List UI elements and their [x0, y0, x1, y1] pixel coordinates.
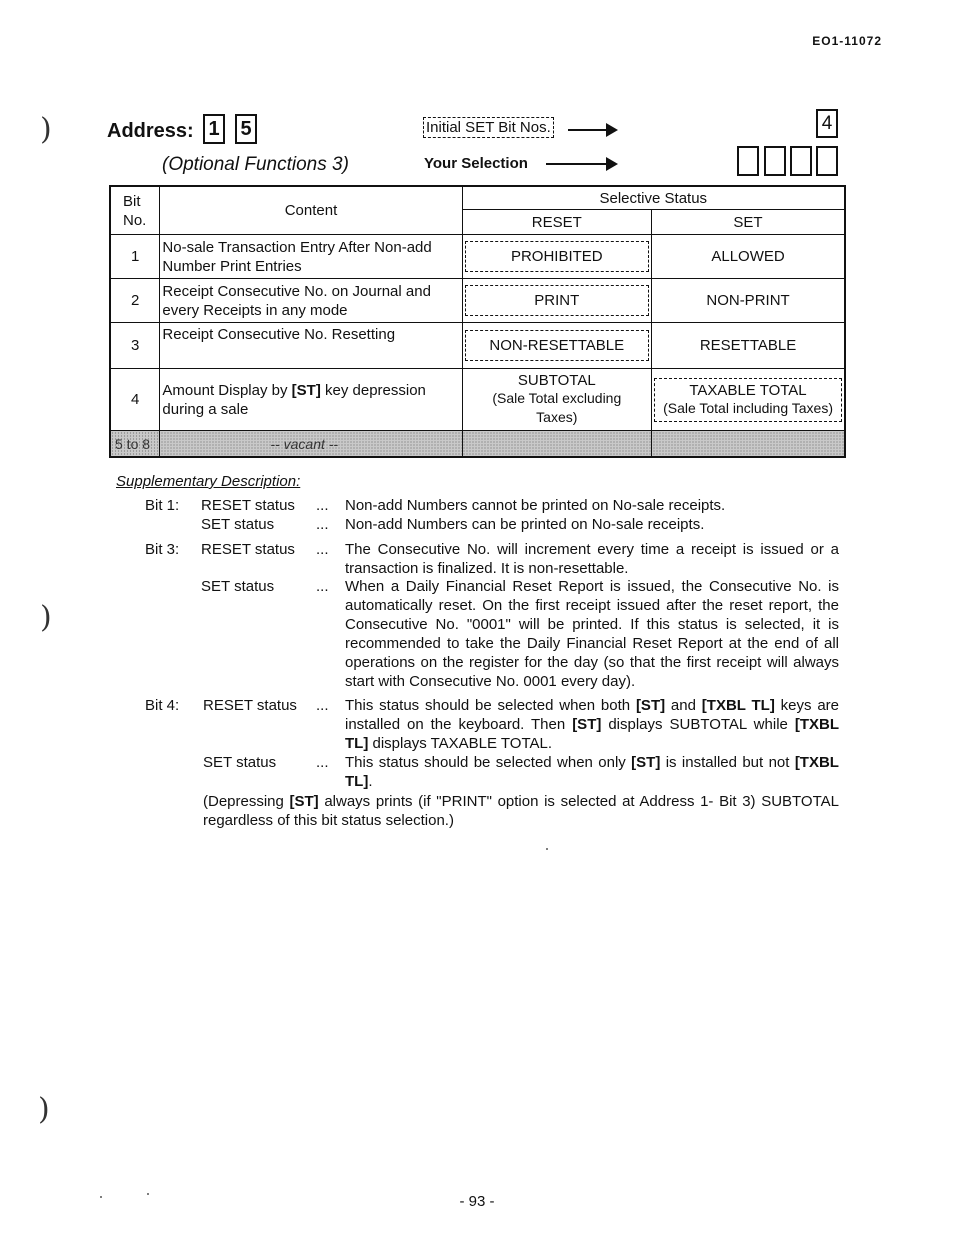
table-row — [110, 323, 845, 369]
address-digit-1: 1 — [203, 114, 225, 144]
selection-box[interactable] — [790, 146, 812, 176]
bit-content: No-sale Transaction Entry After Non-add Number Print Entries — [160, 235, 462, 279]
bit-content-text: Amount Display by — [162, 381, 292, 399]
description-text: When a Daily Financial Reset Report is issued, the Consecutive No. is automatically reset. On the first receipt issued after the reset report, the Consecutive No. "0001" will be printed. If this status is selected, it is recommended to take the Daily Financial Reset Report at the end of all operations on the register for the day (so that the first receipt will always start with Consecutive No. 0001 every day). — [345, 578, 839, 690]
bit-number: 1 — [110, 235, 160, 279]
set-status-cell — [652, 369, 845, 431]
header-set: SET — [652, 210, 845, 235]
set-status-value: RESETTABLE — [652, 323, 845, 369]
bit-settings-table — [109, 185, 846, 458]
address-label: Address: — [107, 120, 194, 142]
vacant-label: -- vacant -- — [160, 431, 462, 458]
reset-status-note: (Sale Total excluding Taxes) — [492, 390, 622, 425]
leader-dots: ... — [316, 541, 329, 558]
text-run: This status should be selected when both — [345, 697, 636, 714]
header-reset: RESET — [462, 210, 652, 235]
bit-number: 5 to 8 — [110, 431, 160, 458]
leader-dots: ... — [316, 697, 329, 714]
bit-number: 2 — [110, 279, 160, 323]
leader-dots: ... — [316, 497, 329, 514]
bit-label: Bit 4: — [145, 697, 180, 714]
description-text: The Consecutive No. will increment every time a receipt is issued or a transaction is finalized. It is non-resettable. — [345, 541, 839, 577]
header-selective-status: Selective Status — [462, 186, 845, 210]
key-name: [ST] — [291, 381, 321, 399]
bit-number: 3 — [110, 323, 160, 369]
set-status-value: ALLOWED — [652, 235, 845, 279]
arrow-right-icon — [546, 163, 612, 165]
table-row — [110, 279, 845, 323]
text-run: (Depressing — [203, 793, 290, 810]
selection-box[interactable] — [816, 146, 838, 176]
header-bit-no: Bit No. — [110, 186, 160, 235]
selection-box[interactable] — [764, 146, 786, 176]
your-selection-label: Your Selection — [424, 155, 528, 172]
initial-set-label: Initial SET Bit Nos. — [423, 117, 554, 138]
supplementary-title: Supplementary Description: — [116, 473, 301, 490]
text-run: displays TAXABLE TOTAL. — [368, 735, 553, 752]
status-label: SET status — [203, 754, 277, 771]
scan-speck — [546, 848, 548, 850]
bit-content — [160, 369, 462, 431]
bit-content: Receipt Consecutive No. Resetting — [160, 323, 462, 369]
header-content: Content — [160, 186, 462, 235]
reset-status-cell — [462, 369, 652, 431]
status-label: RESET status — [201, 497, 295, 514]
reset-status-value: PROHIBITED — [465, 241, 650, 272]
text-run: . — [368, 773, 373, 790]
text-run: displays SUBTOTAL while — [601, 716, 795, 733]
key-name: [TXBL TL] — [345, 716, 839, 752]
table-row — [110, 369, 845, 431]
bit-content: Receipt Consecutive No. on Journal and every Receipts in any mode — [160, 279, 462, 323]
binder-hole-mark: ) — [38, 1092, 50, 1127]
status-label: SET status — [201, 516, 275, 533]
bit-label: Bit 3: — [145, 541, 180, 558]
page-subtitle: (Optional Functions 3) — [162, 154, 349, 175]
description-text — [345, 696, 839, 753]
reset-status-cell — [462, 279, 652, 323]
status-label: RESET status — [203, 697, 297, 714]
reset-status-value: PRINT — [465, 285, 650, 316]
text-run: This status should be selected when only — [345, 754, 632, 771]
binder-hole-mark: ) — [40, 112, 52, 147]
bit-content-text: key depression during a sale — [162, 381, 426, 418]
text-run: keys are installed on the keyboard. Then — [345, 697, 839, 733]
table-row-vacant — [110, 431, 845, 458]
leader-dots: ... — [316, 578, 329, 595]
set-status-box — [654, 378, 842, 422]
document-id: EO1-11072 — [812, 34, 882, 48]
initial-set-bit-box: 4 — [816, 109, 838, 138]
key-name: [ST] — [572, 716, 602, 733]
text-run: always prints (if "PRINT" option is selected at Address 1- Bit 3) SUBTOTAL regardless of this bit status selection.) — [203, 793, 839, 829]
page-number: - 93 - — [459, 1193, 495, 1210]
bit-label: Bit 1: — [145, 497, 180, 514]
text-run: and — [665, 697, 702, 714]
key-name: [ST] — [635, 697, 666, 714]
key-name: [ST] — [631, 754, 661, 771]
set-status-value: TAXABLE TOTAL — [689, 381, 807, 399]
reset-status-cell — [462, 235, 652, 279]
reset-status-cell — [462, 323, 652, 369]
status-label: RESET status — [201, 541, 295, 558]
binder-hole-mark: ) — [40, 600, 52, 635]
reset-status-value: NON-RESETTABLE — [465, 330, 650, 361]
key-name: [TXBL TL] — [345, 754, 839, 790]
selection-box[interactable] — [737, 146, 759, 176]
set-status-note: (Sale Total including Taxes) — [663, 399, 833, 416]
bit-number: 4 — [110, 369, 160, 431]
key-name: [TXBL TL] — [701, 697, 775, 714]
arrow-right-icon — [568, 129, 612, 131]
text-run: is installed but not — [660, 754, 795, 771]
description-text: Non-add Numbers cannot be printed on No-sale receipts. — [345, 497, 726, 514]
leader-dots: ... — [316, 754, 329, 771]
key-name: [ST] — [289, 793, 319, 810]
vacant-cell — [652, 431, 845, 458]
leader-dots: ... — [316, 516, 329, 533]
description-text — [345, 753, 839, 791]
reset-status-value: SUBTOTAL — [517, 372, 596, 389]
status-label: SET status — [201, 578, 275, 595]
table-row — [110, 235, 845, 279]
bit4-note — [203, 792, 839, 830]
description-text: Non-add Numbers can be printed on No-sale receipts. — [345, 516, 705, 533]
set-status-value: NON-PRINT — [652, 279, 845, 323]
vacant-cell — [462, 431, 652, 458]
address-digit-2: 5 — [235, 114, 257, 144]
